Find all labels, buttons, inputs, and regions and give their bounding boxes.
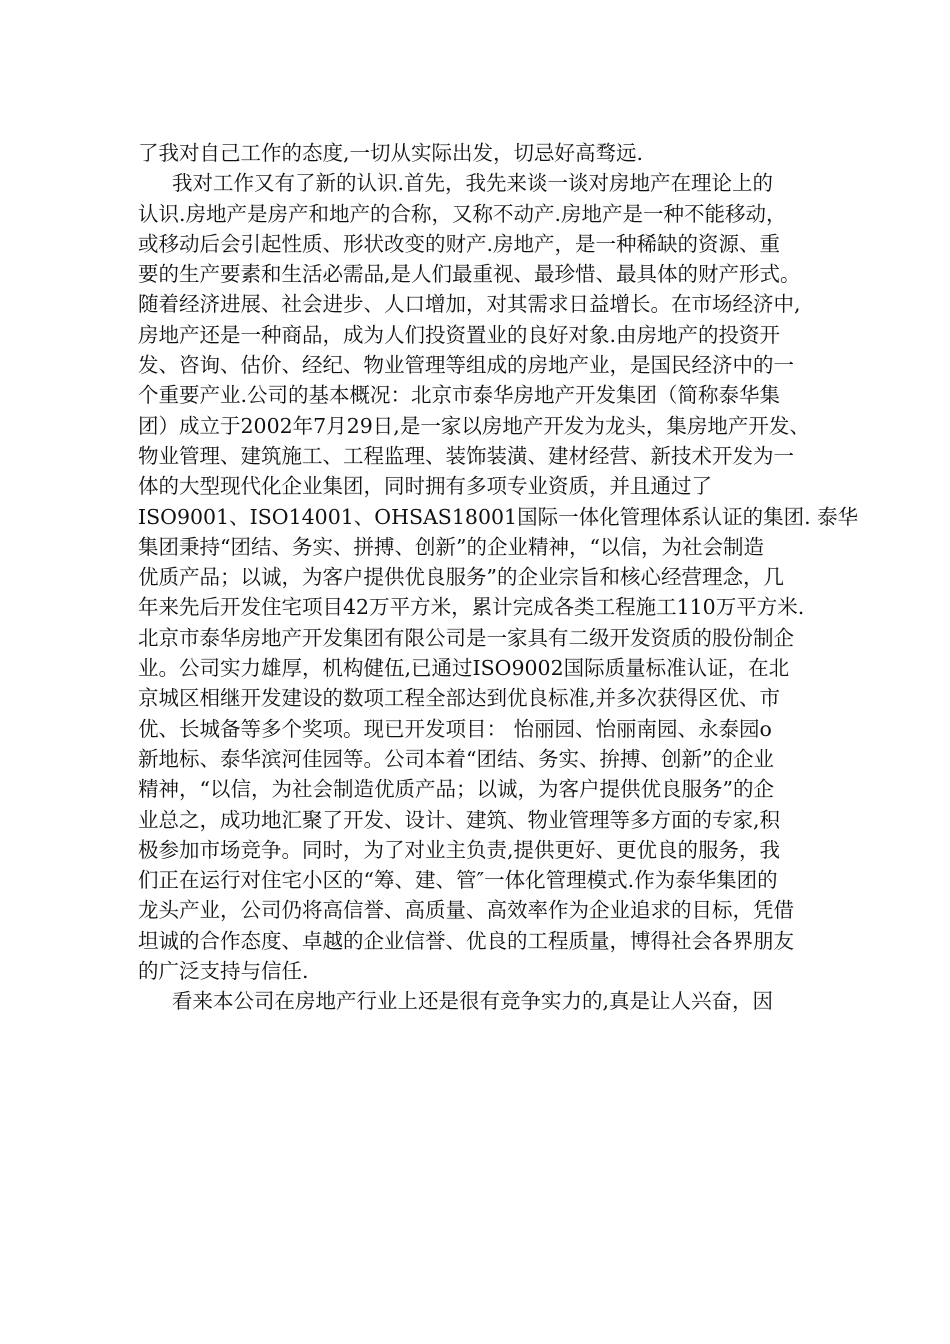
text-line: 业总之，成功地汇聚了开发、设计、建筑、物业管理等多方面的专家,积 <box>138 807 781 832</box>
text-line: ISO9001、ISO14001、OHSAS18001国际一体化管理体系认证的集团. 泰华 <box>138 504 859 529</box>
paragraph-start-line: 看来本公司在房地产行业上还是很有竞争实力的,真是让人兴奋，因 <box>172 989 774 1014</box>
text-line: 房地产还是一种商品，成为人们投资置业的良好对象.由房地产的投资开 <box>138 322 781 347</box>
text-line: 认识.房地产是房产和地产的合称，又称不动产.房地产是一种不能移动， <box>138 201 787 226</box>
text-line: 团）成立于2002年7月29日,是一家以房地产开发为龙头，集房地产开发、 <box>138 413 810 438</box>
text-line: 们正在运行对住宅小区的“筹、建、管″一体化管理模式.作为泰华集团的 <box>138 868 778 893</box>
text-line: 优、长城备等多个奖项。现已开发项目： 怡丽园、怡丽南园、永泰园o <box>138 716 772 741</box>
text-line: 物业管理、建筑施工、工程监理、装饰装潢、建材经营、新技术开发为一 <box>138 443 794 468</box>
text-line: 京城区相继开发建设的数项工程全部达到优良标准,并多次获得区优、市 <box>138 686 781 711</box>
text-line: 要的生产要素和生活必需品,是人们最重视、最珍惜、最具体的财产形式。 <box>138 262 801 287</box>
text-line: 业。公司实力雄厚，机构健伍,已通过ISO9002国际质量标准认证，在北 <box>138 656 790 681</box>
text-line: 或移动后会引起性质、形状改变的财产.房地产，是一种稀缺的资源、重 <box>138 231 781 256</box>
text-line: 的广泛支持与信任. <box>138 959 309 984</box>
text-line: 发、咨询、估价、经纪、物业管理等组成的房地产业，是国民经济中的一 <box>138 353 794 378</box>
text-line: 个重要产业.公司的基本概况：北京市泰华房地产开发集团（简称泰华集 <box>138 383 781 408</box>
paragraph-start-line: 我对工作又有了新的认识.首先，我先来谈一谈对房地产在理论上的 <box>172 171 774 196</box>
text-line: 新地标、泰华滨河佳园等。公司本着“团结、务实、拚搏、创新”的企业 <box>138 746 774 771</box>
text-line: 了我对自己工作的态度,一切从实际出发，切忌好高骛远. <box>138 141 644 165</box>
text-line: 龙头产业，公司仍将高信誉、高质量、高效率作为企业追求的目标，凭借 <box>138 898 794 923</box>
text-line: 体的大型现代化企业集团，同时拥有多项专业资质，并且通过了 <box>138 474 712 499</box>
text-line: 精神，“以信，为社会制造优质产品；以诚，为客户提供优良服务”的企 <box>138 777 774 802</box>
text-line: 坦诚的合作态度、卓越的企业信誉、优良的工程质量，博得社会各界朋友 <box>138 928 794 953</box>
text-line: 随着经济进展、社会进步、人口增加，对其需求日益增长。在市场经济中, <box>138 292 801 317</box>
text-line: 极参加市场竞争。同时，为了对业主负责,提供更好、更优良的服务，我 <box>138 837 781 862</box>
text-line: 年来先后开发住宅项目42万平方米，累计完成各类工程施工110万平方米. <box>138 595 805 620</box>
text-line: 集团秉持“团结、务实、拼搏、创新”的企业精神，“以信，为社会制造 <box>138 534 764 559</box>
text-line: 优质产品；以诚，为客户提供优良服务”的企业宗旨和核心经营理念，几 <box>138 565 784 590</box>
body-text <box>138 138 878 1017</box>
text-line: 北京市泰华房地产开发集团有限公司是一家具有二级开发资质的股份制企 <box>138 625 794 650</box>
